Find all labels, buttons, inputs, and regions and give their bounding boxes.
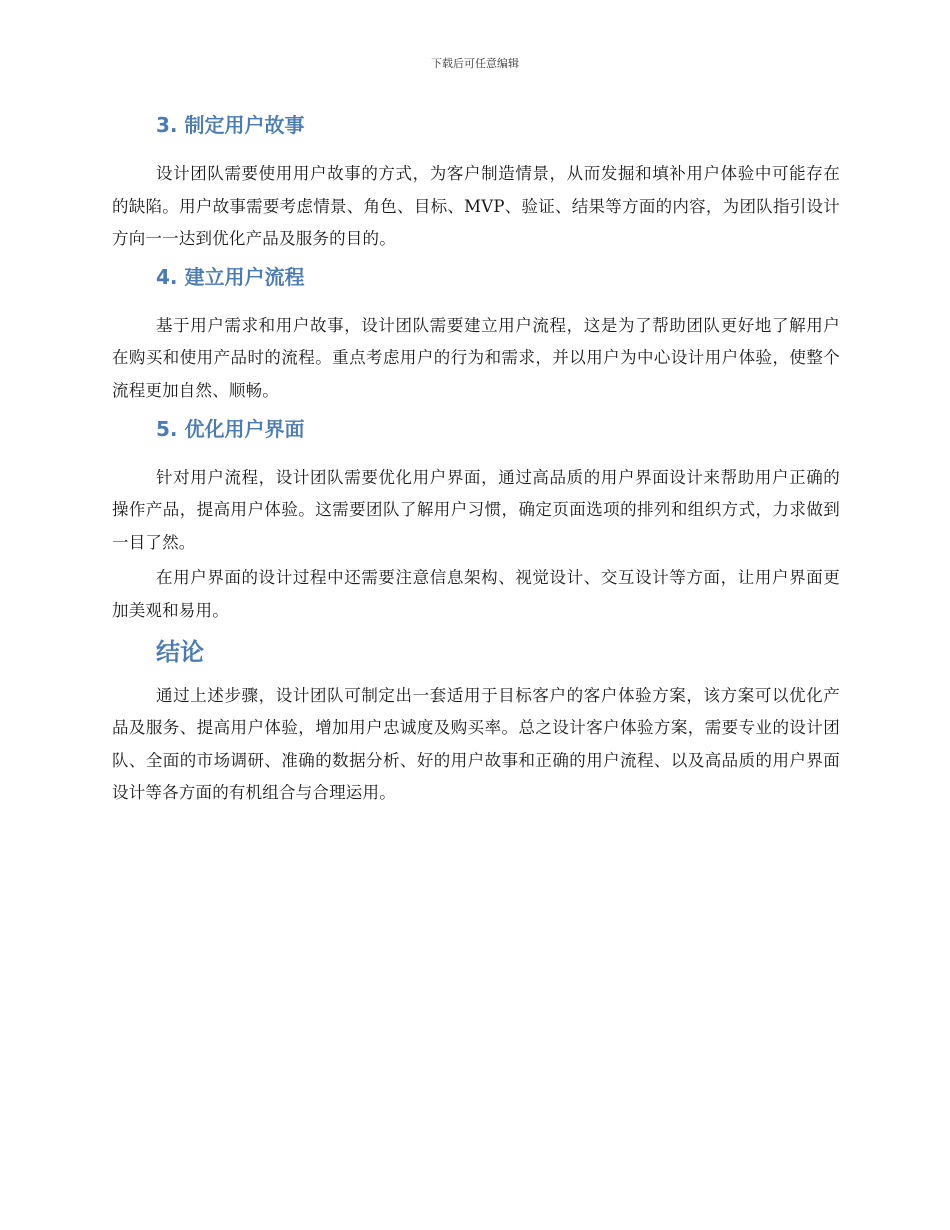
section-conclusion [112,632,840,810]
section-heading: 5. 优化用户界面 [156,416,305,441]
paragraph: 基于用户需求和用户故事，设计团队需要建立用户流程，这是为了帮助团队更好地了解用户在购买和使用产品时的流程。重点考虑用户的行为和需求，并以用户为中心设计用户体验，使整个流程更加自然、顺畅。 [112,315,840,400]
section-heading: 3. 制定用户故事 [156,113,305,137]
section-user-flow [112,260,840,408]
paragraph: 在用户界面的设计过程中还需要注意信息架构、视觉设计、交互设计等方面，让用户界面更加美观和易用。 [112,568,840,620]
section-user-interface [112,412,840,628]
paragraph: 针对用户流程，设计团队需要优化用户界面，通过高品质的用户界面设计来帮助用户正确的操作产品，提高用户体验。这需要团队了解用户习惯，确定页面选项的排列和组织方式，力求做到一目了然。 [112,467,840,552]
conclusion-heading: 结论 [156,637,204,666]
section-heading: 4. 建立用户流程 [156,264,305,289]
section-user-stories [112,108,840,256]
paragraph: 设计团队需要使用用户故事的方式，为客户制造情景，从而发掘和填补用户体验中可能存在的缺陷。用户故事需要考虑情景、角色、目标、MVP、验证、结果等方面的内容，为团队指引设计方向一一达到优化产品及服务的目的。 [112,164,840,249]
paragraph: 通过上述步骤，设计团队可制定出一套适用于目标客户的客户体验方案，该方案可以优化产品及服务、提高用户体验，增加用户忠诚度及购买率。总之设计客户体验方案，需要专业的设计团队、全面的市场调研、准确的数据分析、好的用户故事和正确的用户流程、以及高品质的用户界面设计等各方面的有机组合与合理运用。 [112,685,840,803]
document-body [112,108,840,814]
page-header-note: 下载后可任意编辑 [431,57,519,70]
